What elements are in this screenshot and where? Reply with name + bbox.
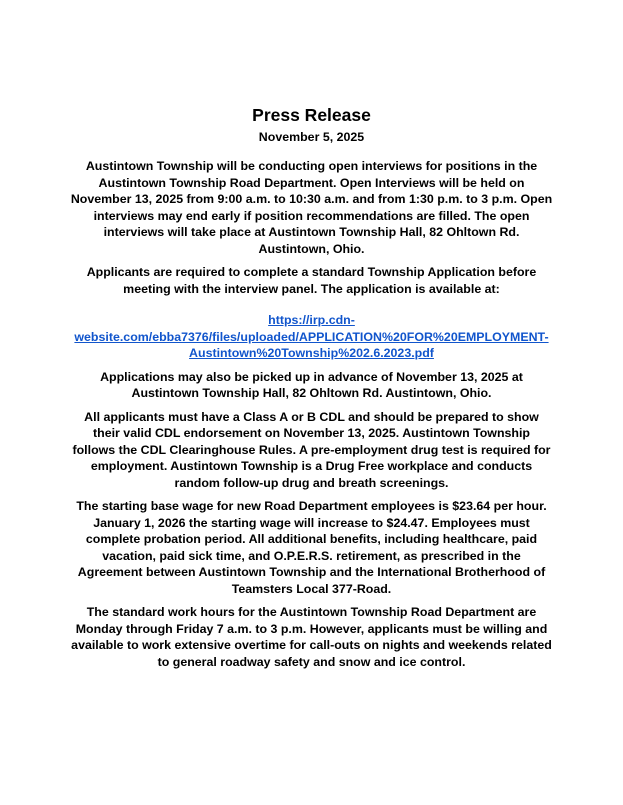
application-link[interactable]	[70, 312, 553, 362]
cdl-paragraph: All applicants must have a Class A or B CDL and should be prepared to show their valid CDL endorsement on November 13, 2025. Austintown Township follows the CDL Clearinghouse Rules. A pre-employment drug test is required for employment. Austintown Township is a Drug Free workplace and conducts random follow-up drug and breath screenings.	[72, 409, 551, 490]
hours-paragraph: The standard work hours for the Austintown Township Road Department are Monday through Friday 7 a.m. to 3 p.m. However, applicants must be willing and available to work extensive overtime for call-outs on nights and weekends related to general roadway safety and snow and ice control.	[71, 605, 552, 669]
application-link-line-3: Austintown%20Township%202.6.2023.pdf	[189, 346, 434, 360]
wage-paragraph: The starting base wage for new Road Department employees is $23.64 per hour. January 1, 2026 the starting wage will increase to $24.47. Employees must complete probation period. All additional benefits, including healthcare, paid vacation, paid sick time, and O.P.E.R.S. retirement, as prescribed in the Agreement between Austintown Township and the International Brotherhood of Teamsters Local 377-Road.	[76, 499, 547, 596]
application-paragraph: Applicants are required to complete a standard Township Application before meeting with the interview panel. The application is available at:	[86, 265, 537, 296]
release-date: November 5, 2025	[258, 130, 365, 144]
page-title: Press Release	[252, 105, 371, 125]
press-release-page	[70, 104, 553, 670]
application-link-line-1: https://irp.cdn-	[268, 313, 355, 327]
application-link-line-2: website.com/ebba7376/files/uploaded/APPLICATION%20FOR%20EMPLOYMENT-	[74, 329, 549, 344]
pickup-paragraph: Applications may also be picked up in advance of November 13, 2025 at Austintown Township Hall, 82 Ohltown Rd. Austintown, Ohio.	[100, 369, 523, 400]
intro-paragraph: Austintown Township will be conducting open interviews for positions in the Austintown Township Road Department. Open Interviews will be held on November 13, 2025 from 9:00 a.m. to 10:30 a.m. and from 1:30 p.m. to 3 p.m. Open interviews may end early if position recommendations are filled. The open interviews will take place at Austintown Township Hall, 82 Ohltown Rd. Austintown, Ohio.	[70, 159, 553, 256]
